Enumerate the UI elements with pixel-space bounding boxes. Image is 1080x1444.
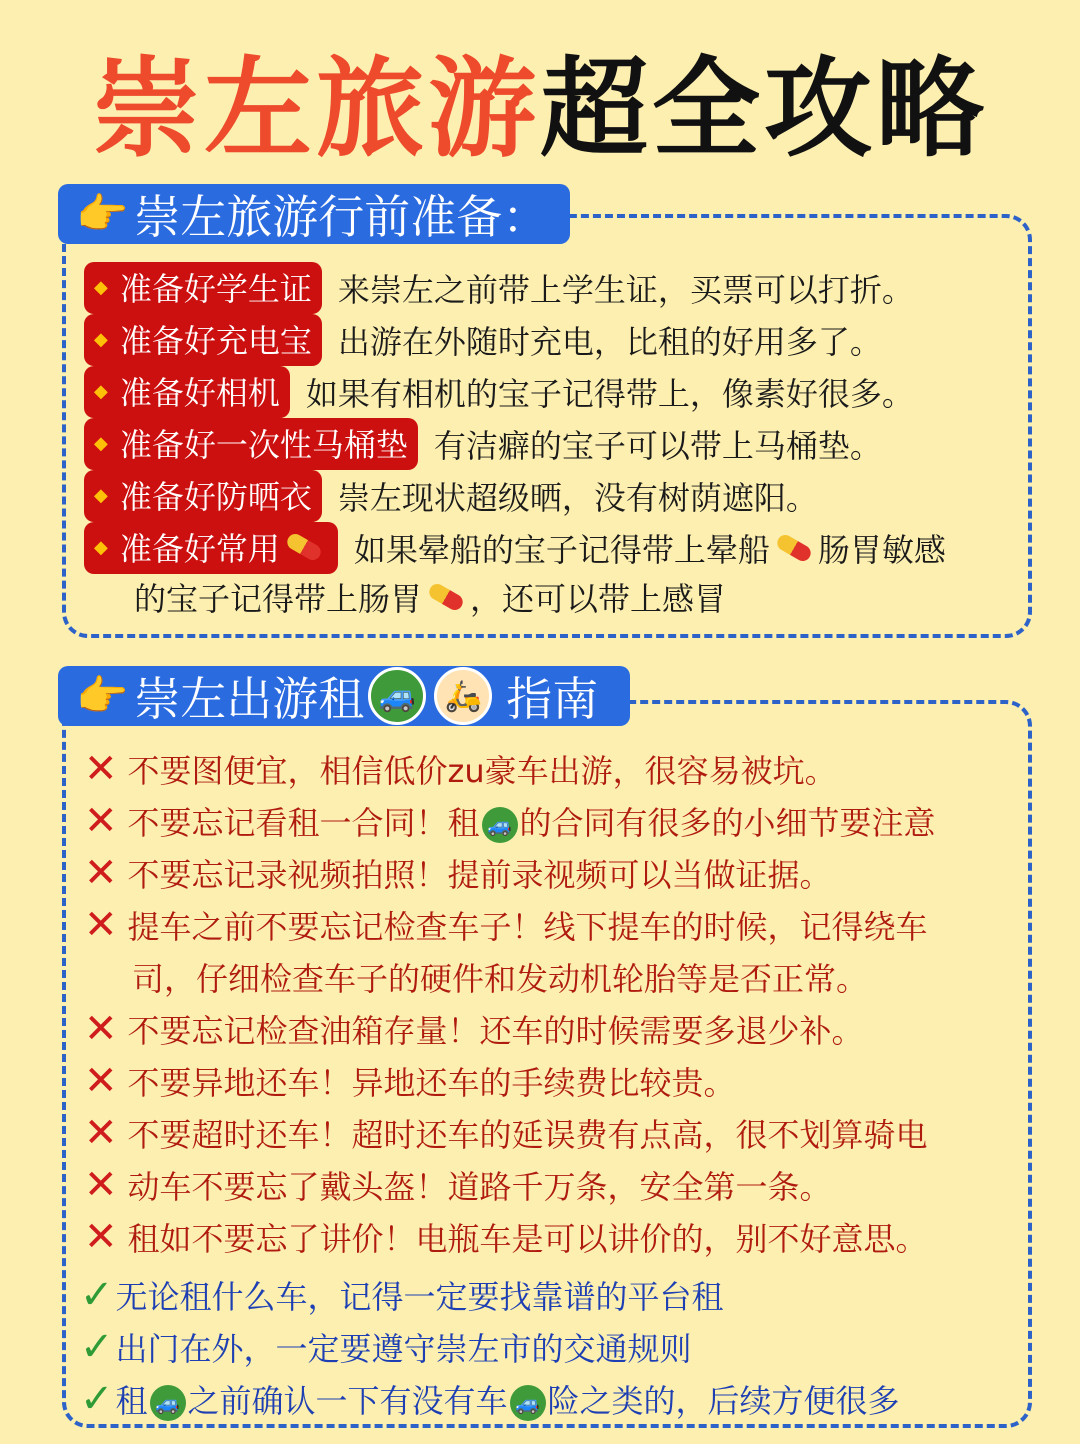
dont-item (84, 1162, 832, 1208)
rental-heading-text: 崇左出游租 (134, 672, 365, 726)
car-icon: 🚙 (510, 1385, 546, 1421)
prep-item (84, 470, 818, 522)
dont-item (84, 902, 928, 948)
pill-icon (774, 532, 813, 564)
car-icon: 🚙 (482, 807, 518, 843)
prep-section-heading (58, 184, 570, 244)
diamond-icon: ◆ (94, 432, 108, 454)
diamond-icon: ◆ (94, 484, 108, 506)
dont-item (84, 1214, 928, 1260)
cross-icon: ✕ (84, 902, 118, 948)
do-text: 无论租什么车，记得一定要找靠谱的平台租 (115, 1278, 724, 1316)
cross-icon: ✕ (84, 798, 118, 844)
badge-label: 准备好防晒衣 (119, 478, 312, 516)
do-text: 出门在外，一定要遵守崇左市的交通规则 (115, 1330, 692, 1368)
prep-text: 有洁癖的宝子可以带上马桶垫。 (433, 427, 882, 465)
do-item (80, 1272, 724, 1318)
title-red: 崇左旅游 (91, 47, 540, 172)
diamond-icon: ◆ (94, 380, 108, 402)
dont-text: 不要超时还车！超时还车的延误费有点高，很不划算骑电 (127, 1116, 928, 1154)
cross-icon: ✕ (84, 1006, 118, 1052)
badge-label: 准备好充电宝 (119, 322, 312, 360)
prep-item (84, 262, 914, 314)
check-icon: ✓ (80, 1324, 114, 1370)
prep-text: 如果晕船的宝子记得带上晕船 (353, 531, 770, 569)
prep-text: 来崇左之前带上学生证，买票可以打折。 (337, 271, 914, 309)
rental-section-heading (58, 666, 630, 726)
prep-badge (84, 366, 290, 418)
page-title (0, 22, 1080, 177)
prep-item-continuation (134, 574, 726, 620)
do-item (80, 1324, 692, 1370)
dont-text: 不要忘记检查油箱存量！还车的时候需要多退少补。 (127, 1012, 864, 1050)
cross-icon: ✕ (84, 1110, 118, 1156)
dont-item-continuation (132, 954, 868, 1000)
car-icon: 🚙 (150, 1385, 186, 1421)
do-text: 险之类的，后续方便很多 (547, 1382, 900, 1420)
cross-icon: ✕ (84, 1214, 118, 1260)
prep-text: 出游在外随时充电，比租的好用多了。 (337, 323, 882, 361)
prep-item (84, 366, 914, 418)
dont-item (84, 850, 832, 896)
rental-heading-text: 指南 (506, 672, 599, 726)
prep-text: ，还可以带上感冒 (470, 580, 727, 618)
check-icon: ✓ (80, 1376, 114, 1422)
pill-icon (426, 581, 465, 613)
dont-text: 不要异地还车！异地还车的手续费比较贵。 (127, 1064, 736, 1102)
cross-icon: ✕ (84, 746, 118, 792)
cross-icon: ✕ (84, 1162, 118, 1208)
dont-item (84, 1110, 928, 1156)
prep-item (84, 522, 946, 574)
car-icon: 🚙 (368, 667, 426, 725)
dont-text: 不要图便宜，相信低价zu豪车出游，很容易被坑。 (127, 752, 837, 790)
do-text: 之前确认一下有没有车 (187, 1382, 508, 1420)
scooter-icon: 🛵 (434, 667, 492, 725)
diamond-icon: ◆ (94, 328, 108, 350)
do-item (80, 1376, 900, 1422)
dont-text: 司，仔细检查车子的硬件和发动机轮胎等是否正常。 (132, 960, 869, 998)
pointing-hand-icon: 👉 (76, 189, 129, 238)
badge-label: 准备好常用 (119, 530, 280, 568)
prep-badge (84, 418, 418, 470)
prep-item (84, 418, 882, 470)
cross-icon: ✕ (84, 850, 118, 896)
check-icon: ✓ (80, 1272, 114, 1318)
diamond-icon: ◆ (94, 536, 108, 558)
badge-label: 准备好学生证 (119, 270, 312, 308)
prep-badge (84, 470, 322, 522)
prep-badge (84, 522, 338, 574)
dont-text: 不要忘记看租一合同！租 (127, 804, 480, 842)
dont-text: 的合同有很多的小细节要注意 (519, 804, 936, 842)
do-text: 租 (115, 1382, 148, 1420)
prep-text: 肠胃敏感 (817, 531, 946, 569)
dont-item (84, 1058, 736, 1104)
diamond-icon: ◆ (94, 276, 108, 298)
dont-text: 提车之前不要忘记检查车子！线下提车的时候，记得绕车 (127, 908, 928, 946)
dont-item (84, 1006, 864, 1052)
pointing-hand-icon: 👉 (76, 671, 129, 720)
pill-icon (284, 531, 323, 563)
dont-item (84, 746, 837, 792)
prep-text: 崇左现状超级晒，没有树荫遮阳。 (337, 479, 818, 517)
prep-item (84, 314, 882, 366)
prep-badge (84, 314, 322, 366)
cross-icon: ✕ (84, 1058, 118, 1104)
dont-text: 动车不要忘了戴头盔！道路千万条，安全第一条。 (127, 1168, 832, 1206)
badge-label: 准备好相机 (119, 374, 280, 412)
dont-text: 租如不要忘了讲价！电瓶车是可以讲价的，别不好意思。 (127, 1220, 928, 1258)
dont-item (84, 798, 936, 844)
prep-badge (84, 262, 322, 314)
prep-heading-text: 崇左旅游行前准备： (134, 190, 549, 244)
badge-label: 准备好一次性马桶垫 (119, 426, 408, 464)
dont-text: 不要忘记录视频拍照！提前录视频可以当做证据。 (127, 856, 832, 894)
prep-text: 如果有相机的宝子记得带上，像素好很多。 (305, 375, 914, 413)
prep-text: 的宝子记得带上肠胃 (134, 580, 423, 618)
title-black: 超全攻略 (540, 47, 989, 172)
